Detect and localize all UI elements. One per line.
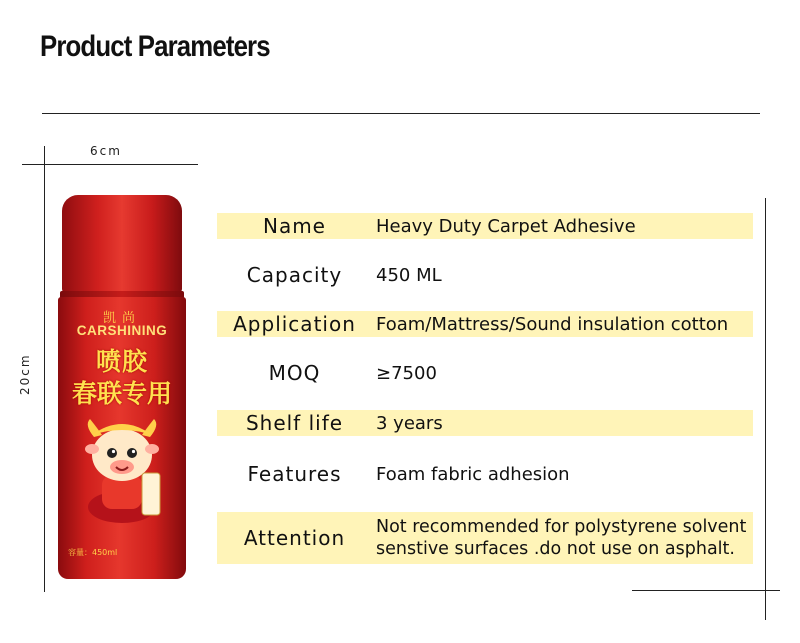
param-value: 450 ML [376, 264, 442, 286]
param-label: Capacity [246, 263, 343, 287]
can-brand-chinese: 凯尚 [102, 311, 141, 326]
param-row-features [217, 461, 753, 487]
param-row-name [217, 213, 753, 239]
param-row-capacity [217, 262, 753, 288]
height-dimension-label: 20cm [18, 353, 32, 395]
width-dimension-label: 6cm [90, 144, 122, 158]
param-value: Foam/Mattress/Sound insulation cotton [376, 313, 729, 335]
title-divider [42, 113, 760, 114]
param-value: 3 years [376, 412, 443, 434]
can-volume-label: 容量：450ml [68, 548, 118, 557]
param-row-application [217, 311, 753, 337]
param-value [372, 516, 753, 560]
param-label: MOQ [268, 361, 321, 385]
page-title: Product Parameters [40, 30, 270, 63]
param-value: ≥7500 [376, 362, 437, 384]
can-title-line2: 春联专用 [71, 379, 172, 408]
param-value: Heavy Duty Carpet Adhesive [376, 215, 636, 237]
can-body [58, 297, 186, 579]
param-value-line2: senstive surfaces .do not use on asphalt. [376, 539, 735, 559]
param-value-line1: Not recommended for polystyrene solvent [376, 517, 747, 537]
param-row-shelf-life [217, 410, 753, 436]
param-label: Features [247, 462, 342, 486]
param-value: Foam fabric adhesion [376, 463, 570, 485]
param-label: Attention [243, 526, 346, 550]
width-dimension-line [22, 164, 198, 165]
can-cap [62, 195, 182, 293]
can-title-line1: 喷胶 [95, 347, 148, 376]
ox-mascot-icon [72, 415, 172, 525]
param-row-moq [217, 360, 753, 386]
can-brand-name: CARSHINING [76, 323, 168, 338]
product-can-image [58, 195, 186, 585]
height-dimension-line [44, 146, 45, 592]
frame-bottom-line [632, 590, 780, 591]
param-label: Name [262, 214, 326, 238]
param-label: Application [233, 312, 356, 336]
frame-right-line [765, 198, 766, 620]
param-label: Shelf life [245, 411, 344, 435]
param-row-attention [217, 512, 753, 564]
